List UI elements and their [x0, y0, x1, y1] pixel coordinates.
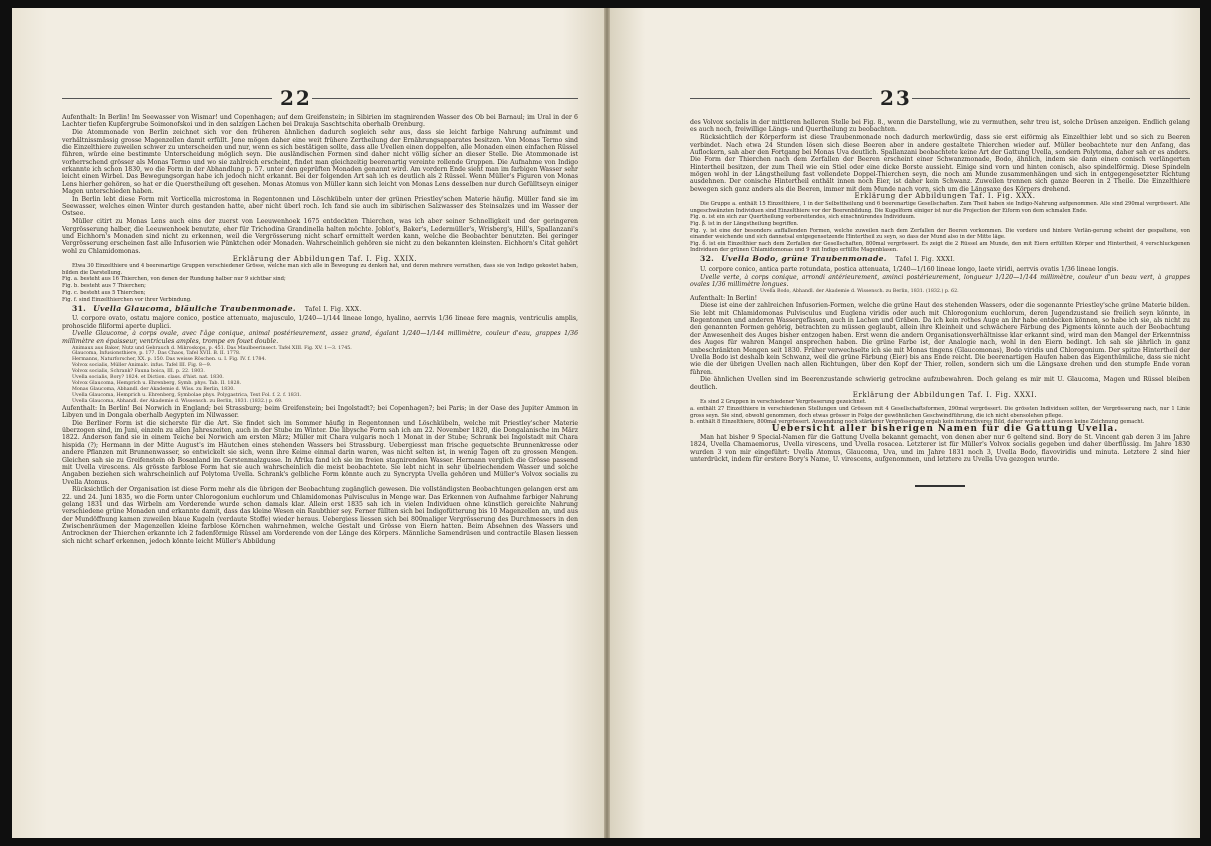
paragraph: Rücksichtlich der Organisation ist diese Form mehr als die übrigen der Beobachtung zugänglich gewesen. Die vollständigsten Beobachtungen gelangen erst am 22. und 24. Juni 1835, wo die Form unter Chlorogonium euchlorum und Chlamidomonas Pulvisculus in Menge war. Das Erkennen von Aufnahme farbiger Nahrung gelang 1831 und das Wirbeln am Vorderende wurde schon damals klar. Allein erst 1835 sah ich in vielen Individuen ohne künstlich gereichte Nahrung verschiedene grüne Monaden und erkannte damit, dass das kleine Wesen ein Raubthier sey. Ferner füllten sich bei Indigofütterung bis 10 Magenzellen an, und aus der Mundöffnung kamen zuweilen blaue Kugeln (verdaute Stoffe) wieder heraus. Uebergiess liessen sich bei 800maliger Vergrösserung des Durchmessers in den Zwischenräumen der Magenzellen kleine farblose Körnchen wahrnehmen, welche Gestalt und Grösse von Eiern hatten. Beim Absehnen des Wassers und Antrocknen der Thierchen erkannte ich 2 fadenförmige Rüssel am Vorderende von der Länge des Körpers. Männliche Samendrüsen und contractile Blasen liessen sich nicht scharf erkennen, jedoch könnte leicht Müller's Abbildung	[62, 486, 578, 545]
paragraph: Rücksichtlich der Körperform ist diese Traubenmonade noch dadurch merkwürdig, dass sie erst eiförmig als Einzelthier lebt und so sich zu Beeren verbindet. Nach etwa 24 Stunden lösen sich diese Beeren aber in andere gestaltete Thierchen wieder auf. Müller beobachtete nur den Anfang, das Auflockern, sah aber den Fortgang bei Monas Uva deutlich. Spallanzani beobachtete keine Art der Gattung Uvella, sondern Polytoma, daher sah er es anders. Die Form der Thierchen nach dem Zerfallen der Beeren erscheint einer Schwanzmonade, Bodo, ähnlich, indem sie dann einen conisch verlängerten Hintertheil besitzen, der zum Theil wie ein Stiel oder eine dicke Borste aussieht. Einige sind vorn und hinten conisch, also spindelförmig. Diese Spindeln mögen wohl in der Längstheilung fast vollendete Doppel-Thierchen seyn, die noch am Munde zusammenhängen und sich in entgegengesetzter Richtung ausdehnen. Der conische Hintertheil enthält innen noch Eier, ist daher kein Schwanz. Zuweilen trennen sich ganze Beeren in 2 Theile. Die Einzelthiere bewegen sich ganz anders als die Beeren, immer mit dem Munde nach vorn, sich um die Längsaxe des Körpers drehend.	[690, 134, 1190, 193]
figure-item: Fig. b. besteht aus 7 Thierchen;	[62, 283, 146, 290]
figure-item: Fig. γ. ist eine der besonders auffallenden Formen, welche zuweilen nach dem Zerfallen der Beeren vorkommen. Die vordere und hintere Verlän-gerung scheint der gespaltene, von einander weichende und sich dannetsal entgegensetzende Hintertheil zu seyn, so dass der Mund also in der Mitte läge.	[690, 227, 1190, 241]
species-number: 32.	[700, 254, 715, 264]
right-column	[690, 119, 1190, 487]
header-rule-right-b	[912, 98, 1190, 99]
paragraph: Aufenthalt: In Berlin! Im Seewasser von Wismar! und Copenhagen; auf dem Greifenstein; in Sibirien im stagnirenden Wasser des Ob bei Barnaul; im Ural in der 6 Lachter tiefen Kupfergrube Soimonofskoi und in den salzigen Lachen bei Drakuja Saschtschita oberhalb Orenburg.	[62, 114, 578, 129]
paragraph: Diese ist eine der zahlreichen Infusorien-Formen, welche die grüne Haut des stehenden Wassers, oder die sogenannte Priestley'sche grüne Materie bilden. Sie lebt mit Chlamidomonas Pulvisculus und Euglena viridis oder auch mit Chlorogonium euchlorum, deren Jugendzustand sie freilich seyn könnte, in Regentonnen und anderen Wassergefässen, auch in Lachen und Gräben. Da ich kein rothes Auge an ihr habe entdecken können, so habe ich sie, als nicht zu den genannten Formen gehörig, betrachten zu müssen geglaubt, allein ihre Kleinheit und schwächere Färbung des Pigments könnte auch der Beobachtung der Anwesenheit des Auges bisher entzogen haben. Erst wenn die andern Organisationsverhältnisse klar erkannt sind, wird man den Mangel der Erkenntniss des Auges für wahren Mangel ansprechen haben. Die grüne Farbe ist, der Analogie nach, wohl in den Eiern bedingt. Ich sah sie jährlich in ganz unbeschränkten Mengen seit 1830. Früher verwechselte ich sie mit Monas tingens (Glaucomonas), Bodo viridis und Chlorogonium. Der spitze Hintertheil der Uvella Bodo ist deshalb kein Schwanz, weil die grüne Färbung (Eier) bis ans Ende reicht. Die beerenartigen Haufen haben das Eigenthümliche, dass sie nicht wie die der übrigen Uvellen nach allen Richtungen, über den Kopf der Thier, rollen, sondern sich um die Längsaxe drehen und den stumpfe Ende voran führen.	[690, 302, 1190, 376]
synonym-line: Uvella Bodo, Abhandl. der Akademie d. Wissensch. zu Berlin, 1831. (1832.) p. 62.	[760, 288, 959, 294]
paragraph: Aufenthalt: In Berlin!	[690, 294, 758, 302]
synonym-line: Uvella socialis, Bory? 1824. et Diction. class. d'hist. nat. 1830.	[72, 375, 224, 381]
header-rule-right-a	[690, 98, 872, 99]
figure-item: Fig. c. besteht aus 5 Thierchen;	[62, 290, 146, 297]
paragraph: Die Atommonade von Berlin zeichnet sich vor den früheren ähnlichen dadurch sogleich sehr aus, dass sie leicht farbige Nahrung aufnimmt und verhältnissmässig grosse Magenzellen damit erfüllt. Jene mögen daher eine weit frühere Zertheilung der Ernährungsapparates besitzen. Von Monas Termo sind die Einzelthiere zuweilen schwer zu unterscheiden und nur, wenn es sich bestätigen sollte, dass alle Uvellen einen doppelten, alle Monaden einen einfachen Rüssel führen, würde eine bestimmte Unterscheidung möglich seyn. Die ausländischen Formen sind daher nicht völlig sicher an dieser Stelle. Die Atommonade ist vorherrschend grösser als Monas Termo und wo sie zahlreich erscheint, findet man gleichzeitig beerenartig vereinte rollende Gruppen. Die Aufnahme von Indigo erkannte ich schon 1830, wo die Form in der Abhandlung p. 57. unter den geprüften Monaden genannt wird. Am vordern Ende sieht man im farbigen Wasser sehr leicht einen Wirbel. Das Bewegungsorgan habe ich jedoch nicht erkannt. Bei der folgenden Art sah ich es deutlich als 2 Rüssel. Wenn Müller's Figuren von Monas Lens hierher gehören, so hat er die Querstheilung oft gesehen. Monas Atomus von Müller kann sich leicht von Monas Lens desselben nur durch Gefülltseyn einiger Magen unterschieden haben.	[62, 129, 578, 195]
paragraph: Die ähnlichen Uvellen sind im Beerenzustande schwierig getrockne aufzubewahren. Doch gelang es mir mit U. Glaucoma, Magen und Rüssel bleiben deutlich.	[690, 376, 1190, 391]
figure-item: Fig. β. ist in der Längstheilung begriffen.	[690, 221, 799, 228]
species-name: Uvella Glaucoma, bläuliche Traubenmonade.	[93, 303, 296, 313]
synonym-line: Glaucoma, Infusionsthiere, p. 177. Das Chaos, Tafel XVII. B. II. 1778.	[72, 351, 241, 357]
figure-caption: Erklärung der Abbildungen Taf. I. Fig. XXX.	[854, 192, 1036, 201]
paragraph: des Volvox socialis in der mittleren helleren Stelle bei Fig. 8., wenn die Darstellung, wie zu vermuthen, sehr treu ist, solche Drüsen anzeigen. Endlich gelang es auch noch, freiwillige Längs- und Quertheilung zu beobachten.	[690, 119, 1190, 134]
book-spread	[12, 8, 1200, 838]
page-number-left: 22	[280, 86, 312, 110]
latin-diagnosis: U. corpore conico, antica parte rotundata, postica attenuata, 1/240—1/160 lineae longo, laete viridi, aerrvis ovatis 1/36 lineae longis.	[700, 265, 1119, 273]
page-number-right: 23	[880, 86, 912, 110]
figure-item: Fig. f. sind Einzelthierchen vor ihrer Verbindung.	[62, 296, 192, 303]
overview-heading: Uebersicht aller bisherigen Namen für die Gattung Uvella.	[771, 424, 1119, 435]
figure-caption: Erklärung der Abbildungen Taf. I. Fig. XXXI.	[852, 390, 1038, 399]
figure-item: b. enthält 8 Einzelthiere, 800mal vergrössert. Anwendung noch stärkerer Vergrösserung ergab kein instructiveres Bild, daher wurde auch davon keine Zeichnung gemacht.	[690, 419, 1145, 426]
synonym-line: Monas Glaucoma, Abhandl. der Akademie d. Wiss. zu Berlin, 1830.	[72, 386, 235, 392]
species-number: 31.	[72, 303, 87, 313]
figure-item: Fig. α. ist ein sich zur Quertheilung vorbereitendes, sich einschnürendes Individuum.	[690, 214, 916, 221]
figure-explanation: Etwa 30 Einzelthiere und 4 beerenartige Gruppen verschiedener Grösse, welche man sich alle in Bewegung zu denken hat, und deren mehrere verrathen, dass sie von Indigo gekostet haben, bilden die Darstellung.	[62, 263, 578, 276]
figure-item: a. enthält 27 Einzelthiere in verschiedenen Stellungen und Grössen mit 4 Gesellschaftsformen, 290mal vergrössert. Die grössten Individuen sollten, der Vergrösserung nach, nur 1 Linie gross seyn. Sie sind, obwohl genommen, doch etwas grösser in Folge der gewöhnlichen Geschwindführung, die ich nicht ebensolehen pflege.	[690, 406, 1190, 419]
synonym-line: Volvox socialis, Müller Animalc. infus. Tafel III. Fig. 8—9.	[72, 363, 212, 369]
species-heading	[62, 304, 578, 315]
figure-explanation: Die Gruppe a. enthält 15 Einzelthiere, 1 in der Selbsttheilung und 6 beerenartige Gesellschaften. Zum Theil haben sie Indigo-Nahrung aufgenommen. Alle sind 290mal vergrössert. Alle ungeschwänzten Individuen sind Einzelthiere vor der Beerenbildung. Die Kugelform einiger ist nur die Projection der Eiform von dem schmalen Ende.	[690, 201, 1190, 214]
species-plate-ref: Tafel I. Fig. XXXI.	[895, 256, 956, 264]
paragraph: Man hat bisher 9 Special-Namen für die Gattung Uvella bekannt gemacht, von denen aber nur 6 geltend sind. Bory de St. Vincent gab deren 3 im Jahre 1824, Uvella Chamaemorus, Uvella virescens, und Uvella rosacea. Letzterer ist für Müller's Volvox socialis gegeben und daher überflüssig. Im Jahre 1830 wurden 3 von mir eingeführt: Uvella Atomus, Glaucoma, Uva, und im Jahre 1831 noch 3, Uvella Bodo, flavoviridis und minuta. Letztere 2 sind hier unterdrückt, indem für erstere Bory's Name, U. virescens, aufgenommen, und letztere zu Uvella Uva gezogen wurde.	[690, 433, 1190, 463]
figure-item: Fig. δ. ist ein Einzelthier nach dem Zerfallen der Gesellschaften, 800mal vergrössert. Es zeigt die 2 Rüssel am Munde, den mit Eiern erfüllten Körper und Hintertheil, 4 verschluckgenen Individuen der grünen Chlamidomonas und 9 mit Indigo erfüllte Magenblasen.	[690, 241, 1190, 254]
french-diagnosis: Uvelle Glaucome, à corps ovale, avec l'âge conique, animal postérieurement, assez grand, égalant 1/240—1/144 millimètre, couleur d'eau, grappes 1/36 millimètre en épaisseur, ventricules amples, trompe en fouet double.	[62, 330, 578, 345]
figure-caption: Erklärung der Abbildungen Taf. I. Fig. XXIX.	[232, 254, 418, 263]
left-page	[12, 8, 604, 838]
left-column	[62, 114, 578, 546]
synonym-line: Volvox Glaucoma, Hemprich u. Ehrenberg, Symb. phys. Tab. II. 1828.	[72, 380, 242, 386]
species-heading	[690, 254, 1190, 265]
paragraph: In Berlin lebt diese Form mit Vorticella microstoma in Regentonnen und Löschkübeln unter der grünen Priestley'schen Materie häufig. Müller fand sie im Seewasser, welches einen Winter durch gestanden hatte, aber nicht überl roch. Ich fand sie auch im sibirischen Salzwasser des Steinsalzes und im Wasser der Ostsee.	[62, 195, 578, 218]
header-rule-left-a	[62, 98, 272, 99]
synonym-line: Uvella Glaucoma, Hemprich u. Ehrenberg, Symbolae phys. Polygastrica, Text Fol. f. 2. f. 1831.	[72, 392, 302, 398]
synonym-line: Animaux aus Baker, Nutz und Gebrauch d. Mikroskops, p. 451. Das Maulbeerinsect. Tafel XIII. Fig. XV. 1—3. 1745.	[72, 345, 352, 351]
paragraph: Müller citirt zu Monas Lens auch eins der zuerst von Leeuwenhoek 1675 entdeckten Thierchen, was ich aber seiner Schnelligkeit und der geringeren Vergrösserung halber, die Leeuwenhoek benutzte, eher für Trichodina Grandinella halten möchte. Joblot's, Baker's, Ledermüller's, Wrisberg's, Hill's, Spallanzani's und Eichhorn's Monaden sind nicht zu erkennen, weil die Vergrösserung nicht scharf ermittelt werden kann, welche die Beobachter benutzten. Bei geringer Vergrösserung erscheinen fast alle Infusorien wie Pünktchen oder Monaden. Wahrscheinlich gehören sie nicht zu den bekannten kleinsten. Eichhorn's Citat gehört wohl zu Chlamidomonas.	[62, 218, 578, 255]
end-rule	[915, 485, 965, 487]
species-plate-ref: Tafel I. Fig. XXX.	[304, 305, 362, 313]
synonym-line: Uvella Glaucoma, Abhandl. der Akademie d. Wissensch. zu Berlin, 1831. (1832.) p. 69.	[72, 398, 283, 404]
right-page	[610, 8, 1200, 838]
figure-explanation: Es sind 2 Gruppen in verschiedener Vergrösserung gezeichnet.	[700, 399, 867, 406]
french-diagnosis: Uvelle verte, à corps conique, arrondi antérieurement, aminci postérieurement, longueur 1/120—1/144 millimètre, couleur d'un beau vert, à grappes ovales 1/36 millimètre longues.	[690, 273, 1190, 288]
paragraph: Die Berliner Form ist die sicherste für die Art. Sie findet sich im Sommer häufig in Regentonnen und Löschkübeln, welche mit Priestley'scher Materie überzogen sind, im Juni, einzeln zu allen Jahreszeiten, auch in der Stube im Winter. Die libysche Form sah ich am 22. November 1820, die Dongalanische im März 1822. Anderson fand sie in einem Teiche bei Norwich am ersten März; Müller mit Chara vulgaris noch 1 Monat in der Stube; Schrank bei Ingolstadt mit Chara hispida (?); Hermann in der Mitte August's im Häutchen eines stehenden Wassers bei Strassburg. Uebergiesst man frische gequetschte Brunnenkresse oder andere Pflanzen mit Brunnenwasser, so entwickelt sie sich, wenn ihre Keime einmal darin waren, was nicht selten ist, in wenig Tagen oft zu grossen Mengen. Gleichen sah sie zu Greifenstein ob Bosanland im Gerstenmalzgusse. In Afrika fand ich sie im freien stagnirenden Wasser. Hermann verglich die Grösse passend mit Uvella virescens. Als grösste farblose Form hat sie auch wahrscheinlich die meist beobachtete. Sie lebt nicht in sehr übelriechendem Wasser und solche Angaben beziehen sich wahrscheinlich auf Polytoma Uvella. Schrank's gelbliche Form könnte auch zu Syncrypta Uvella gehören und Müller's Volvox socialis zu Uvella Atomus.	[62, 419, 578, 486]
synonym-line: Volvox socialis, Schrank? Fauna boica, III. p. 22. 1803.	[72, 369, 205, 375]
species-name: Uvella Bodo, grüne Traubenmonade.	[721, 254, 887, 264]
header-rule-left-b	[312, 98, 578, 99]
figure-item: Fig. a. besteht aus 16 Thierchen, von denen der Rundung halber nur 9 sichtbar sind;	[62, 276, 286, 283]
synonym-line: Hermanns, Naturforscher, XX. p. 150. Das weisse Röschen. u. I. Fig. IV. f. 1784.	[72, 357, 267, 363]
latin-diagnosis: U. corpore ovato, ostatu majore conico, postice attenuato, majusculo, 1/240—1/144 lineae longo, hyalino, aerrvis 1/36 lineae fere magnis, ventriculis amplis, prohoscide filiformi aperte duplici.	[62, 315, 578, 330]
paragraph: Aufenthalt: In Berlin! Bei Norwich in England; bei Strassburg; beim Greifenstein; bei Ingolstadt?; bei Copenhagen?; bei Paris; in der Oase des Jupiter Ammon in Libyen und in Dongala oberhalb Aegypten im Nilwasser.	[62, 404, 578, 419]
